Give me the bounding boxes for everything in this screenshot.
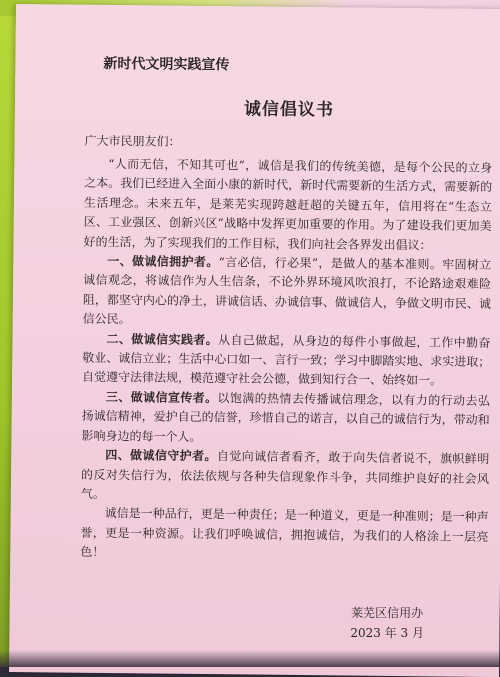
item-body-2: 从自己做起，从身边的每件小事做起，工作中勤奋敬业、诚信立业；生活中心口如一、言行一致；学习中脚踏实地、求实进取；自觉遵守法律法规，模范遵守社会公德，做到知行合一、始终如一。: [82, 332, 491, 388]
document-body: [80, 53, 493, 567]
item-heading-2: 二、做诚信实践者。: [106, 331, 219, 347]
closing-paragraph: 诚信是一种品行，更是一种责任；是一种道义，更是一种准则；是一种声誉，更是一种资源。让我们呼唤诚信，拥抱诚信，为我们的人格涂上一层亮色！: [80, 506, 489, 560]
signature-block: [350, 603, 424, 643]
document-title: 诚信倡议书: [243, 99, 335, 121]
pink-paper-sheet: [9, 4, 500, 677]
signature-date: 2023 年 3 月: [350, 626, 424, 640]
org-header: 新时代文明实践宣传: [103, 55, 230, 74]
item-paragraph-4: [81, 446, 490, 508]
item-body-4: 自觉向诚信者看齐，敢于向失信者说不，旗帜鲜明的反对失信行为，依法依规与各种失信现象作斗争，共同维护良好的社会风气。: [80, 449, 490, 501]
item-heading-3: 三、做诚信宣传者。: [105, 389, 218, 406]
item-heading-1: 一、做诚信拥护者。: [107, 254, 219, 270]
bottom-shadow: [0, 650, 500, 667]
intro-paragraph: “人而无信，不知其可也”，诚信是我们的传统美德，是每个公民的立身之本。我们已经进入全面小康的新时代，新时代需要新的生活方式，需要新的生活理念。未来五年，是莱芜实现跨越赶超的关键五年，信用将在“生态立区、工业强区、创新兴区”战略中发挥更加重要的作用。为了建设我们更加美好的生活，为了实现我们的工作目标，我们向社会各界发出倡议：: [83, 156, 493, 252]
signature-org: 莱芜区信用办: [351, 606, 424, 620]
item-paragraph-2: [82, 329, 491, 391]
item-paragraph-3: [81, 388, 490, 450]
item-paragraph-1: [83, 252, 492, 334]
item-body-1: “言必信，行必果”，是做人的基本准则。牢固树立诚信观念，将诚信作为人生信条，不论外界环境风吹浪打，不论路途艰难险阻，都坚守内心的净土，讲诚信话、办诚信事、做诚信人，争做文明市民、诚信公民。: [82, 255, 492, 327]
item-heading-4: 四、做诚信守护者。: [105, 448, 217, 464]
greeting: 广大市民朋友们：: [84, 133, 181, 149]
item-body-3: 以饱满的热情去传播诚信理念，以有力的行动去弘扬诚信精神，爱护自己的信誉，珍惜自己的诺言，以自己的诚信行为，带动和影响身边的每一个人。: [81, 391, 490, 444]
